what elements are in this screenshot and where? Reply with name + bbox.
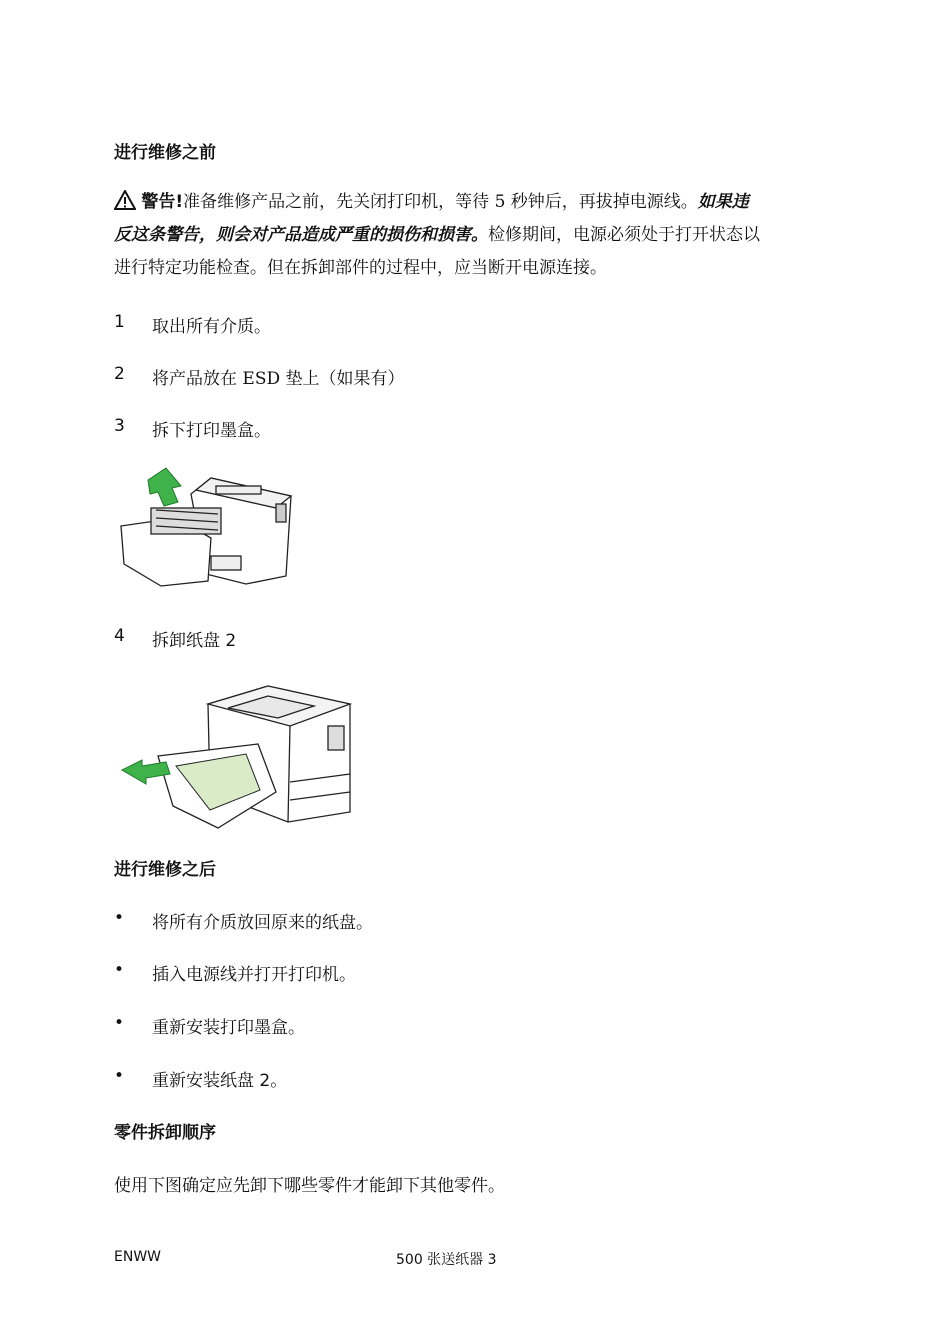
section-heading-after: 进行维修之后 (114, 860, 216, 880)
step-number: 1 (114, 312, 125, 332)
list-item: 插入电源线并打开打印机。 (152, 965, 356, 985)
warning-text: 准备维修产品之前，先关闭打印机，等待 5 秒钟后，再拔掉电源线。 (183, 192, 698, 212)
warning-italic-1: 如果违 (697, 192, 749, 212)
bullet-dot: • (114, 1013, 125, 1033)
section-heading-order: 零件拆卸顺序 (114, 1123, 216, 1143)
order-text: 使用下图确定应先卸下哪些零件才能卸下其他零件。 (114, 1176, 505, 1196)
step-text: 取出所有介质。 (152, 317, 271, 337)
step-number: 2 (114, 364, 125, 384)
section-heading-before: 进行维修之前 (114, 143, 216, 163)
footer-left: ENWW (114, 1249, 162, 1265)
step-number: 3 (114, 416, 125, 436)
remove-tray-illustration (118, 682, 354, 830)
warning-paragraph (114, 186, 844, 285)
warning-triangle-icon (114, 190, 136, 210)
warning-label: 警告! (141, 192, 184, 212)
list-item: 重新安装纸盘 2。 (152, 1071, 288, 1091)
list-item: 将所有介质放回原来的纸盘。 (152, 913, 373, 933)
step-text: 拆卸纸盘 2 (152, 631, 237, 651)
step-text: 将产品放在 ESD 垫上（如果有） (152, 369, 405, 389)
warning-text-2: 检修期间，电源必须处于打开状态以 (488, 225, 760, 245)
remove-cartridge-illustration (116, 466, 298, 588)
footer-center: 500 张送纸器 3 (396, 1252, 497, 1268)
bullet-dot: • (114, 960, 125, 980)
warning-text-3: 进行特定功能检查。但在拆卸部件的过程中，应当断开电源连接。 (114, 258, 607, 278)
step-number: 4 (114, 626, 125, 646)
step-text: 拆下打印墨盒。 (152, 421, 271, 441)
bullet-dot: • (114, 1066, 125, 1086)
list-item: 重新安装打印墨盒。 (152, 1018, 305, 1038)
bullet-dot: • (114, 908, 125, 928)
warning-italic-2: 反这条警告，则会对产品造成严重的损伤和损害。 (114, 225, 488, 245)
